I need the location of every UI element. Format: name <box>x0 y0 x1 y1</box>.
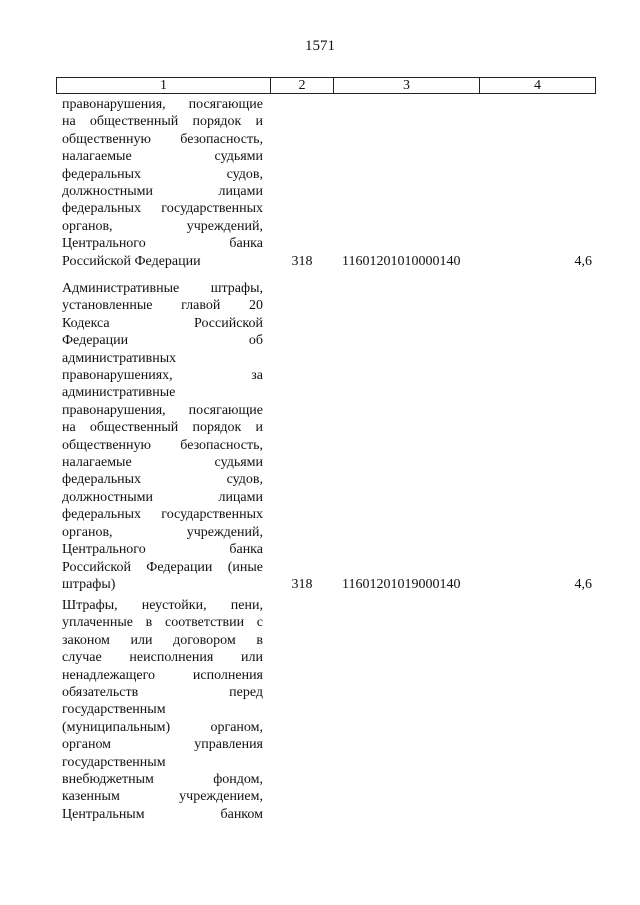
row-value: 4,6 <box>574 253 592 269</box>
description-line: Центрального банка <box>62 542 263 558</box>
header-col-1: 1 <box>57 78 271 93</box>
description-line: Кодекса Российской <box>62 315 263 331</box>
description-line: на общественный порядок и <box>62 420 263 436</box>
description-line: федеральных государственных <box>62 201 263 217</box>
description-line: государственным <box>62 702 166 718</box>
description-line: государственным <box>62 754 166 770</box>
description-line: органом управления <box>62 737 263 753</box>
description-line: должностными лицами <box>62 489 263 505</box>
row-kbk: 11601201010000140 <box>342 253 461 269</box>
description-line: ненадлежащего исполнения <box>62 667 263 683</box>
description-line: Федерации об <box>62 333 263 349</box>
row-description <box>62 280 263 593</box>
description-line: (муниципальным) органом, <box>62 719 263 735</box>
description-line: федеральных судов, <box>62 472 263 488</box>
description-line: органов, учреждений, <box>62 218 263 234</box>
description-line: Административные штрафы, <box>62 281 263 296</box>
description-line: правонарушения, посягающие <box>62 97 263 112</box>
description-line: на общественный порядок и <box>62 114 263 130</box>
description-line: общественную безопасность, <box>62 131 263 147</box>
row-code: 318 <box>291 576 313 592</box>
description-line: административные <box>62 385 176 401</box>
description-line: законом или договором в <box>62 632 263 648</box>
description-line: федеральных судов, <box>62 166 263 182</box>
description-line: казенным учреждением, <box>62 789 263 805</box>
description-line: Штрафы, неустойки, пени, <box>62 598 263 613</box>
description-line: административных <box>62 350 177 366</box>
description-line: Российской Федерации <box>62 253 201 269</box>
description-line: обязательств перед <box>62 685 263 701</box>
description-line: штрафы) <box>62 576 116 592</box>
page-number: 1571 <box>305 38 335 54</box>
description-line: внебюджетным фондом, <box>62 772 263 788</box>
description-line: уплаченные в соответствии с <box>62 615 263 631</box>
description-line: общественную безопасность, <box>62 437 263 453</box>
row-description <box>62 597 263 823</box>
description-line: органов, учреждений, <box>62 524 263 540</box>
description-line: должностными лицами <box>62 184 263 200</box>
description-line: случае неисполнения или <box>62 650 263 666</box>
description-line: налагаемые судьями <box>62 149 263 165</box>
description-line: правонарушения, посягающие <box>62 402 263 418</box>
row-code: 318 <box>291 253 313 269</box>
row-value: 4,6 <box>574 576 592 592</box>
header-col-2: 2 <box>271 78 334 93</box>
header-col-3: 3 <box>334 78 480 93</box>
table-header <box>56 77 596 94</box>
description-line: установленные главой 20 <box>62 298 263 314</box>
description-line: Центральным банком <box>62 806 263 822</box>
row-description <box>62 96 263 270</box>
row-kbk: 11601201019000140 <box>342 576 461 592</box>
description-line: правонарушениях, за <box>62 368 263 384</box>
description-line: налагаемые судьями <box>62 455 263 471</box>
header-col-4: 4 <box>534 78 541 93</box>
description-line: Центрального банка <box>62 236 263 252</box>
description-line: федеральных государственных <box>62 507 263 523</box>
description-line: Российской Федерации (иные <box>62 559 263 575</box>
